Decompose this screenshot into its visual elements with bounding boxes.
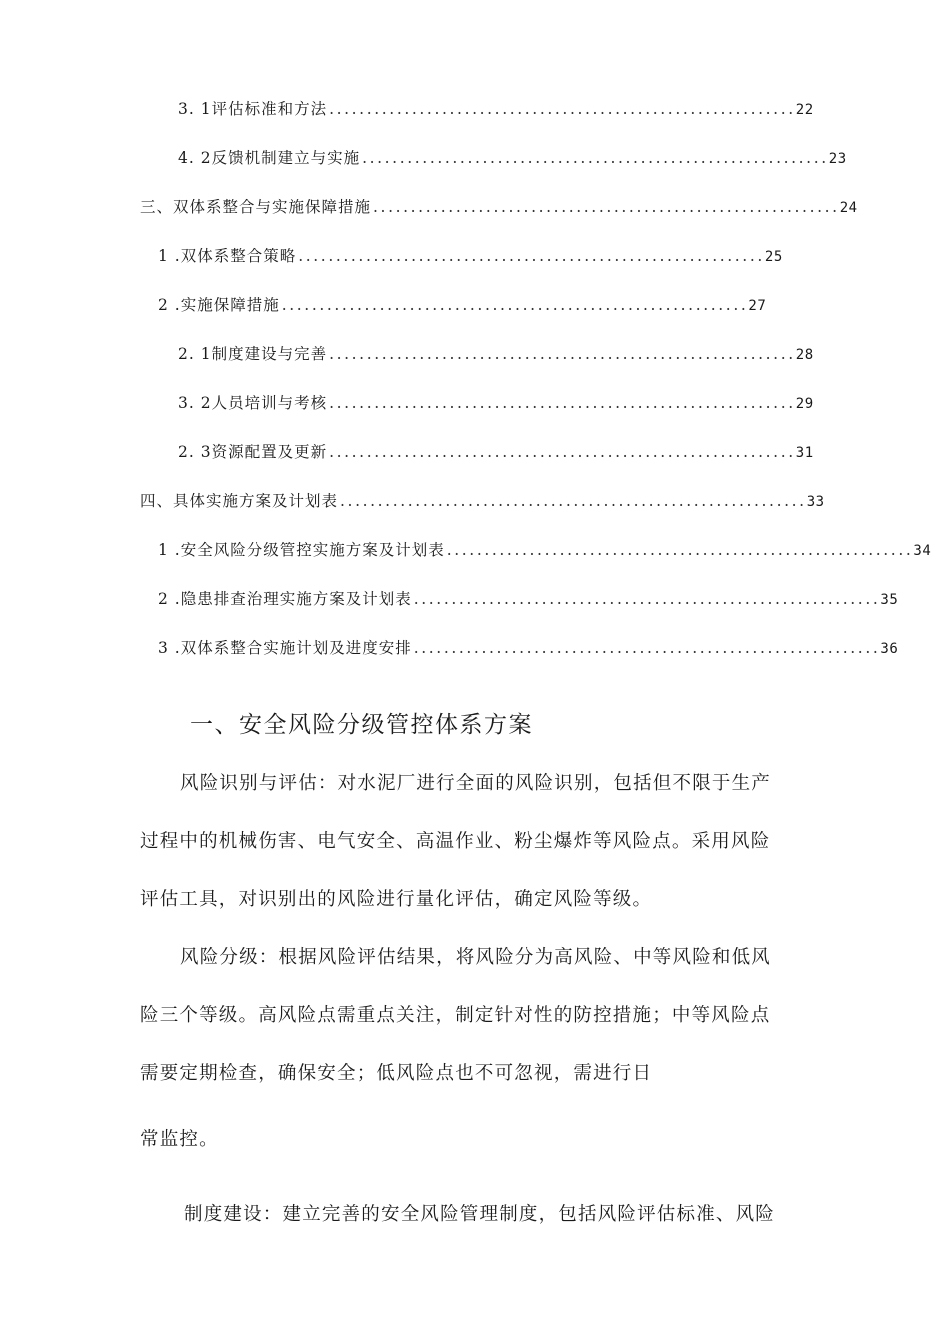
toc-entry-page: 24 <box>839 200 858 216</box>
body-line: 常监控。 <box>140 1129 219 1150</box>
toc-entry-page: 29 <box>795 396 814 412</box>
toc-entry-page: 36 <box>880 641 899 657</box>
toc-entry-page: 28 <box>795 347 814 363</box>
toc-entry[interactable] <box>178 440 814 464</box>
toc-entry-page: 23 <box>828 151 847 167</box>
toc-entry-label: 三、双体系整合与实施保障措施 <box>140 198 372 216</box>
toc-entry-label: 2 .隐患排查治理实施方案及计划表 <box>158 590 412 608</box>
body-line: 风险识别与评估：对水泥厂进行全面的风险识别，包括但不限于生产 <box>180 773 772 794</box>
toc-leader-dots: .............................................................. <box>281 296 749 314</box>
toc-leader-dots: .............................................................. <box>340 492 807 510</box>
toc-entry-label: 3. 2人员培训与考核 <box>178 394 328 412</box>
body-line: 风险分级：根据风险评估结果，将风险分为高风险、中等风险和低风 <box>180 947 772 968</box>
body-line: 过程中的机械伤害、电气安全、高温作业、粉尘爆炸等风险点。采用风险 <box>140 831 771 852</box>
toc-entry[interactable] <box>158 293 767 317</box>
body-line: 评估工具，对识别出的风险进行量化评估，确定风险等级。 <box>140 889 653 910</box>
toc-leader-dots: .............................................................. <box>329 345 796 363</box>
toc-leader-dots: .............................................................. <box>373 198 840 216</box>
toc-entry[interactable] <box>158 587 899 611</box>
toc-entry-label: 4. 2反馈机制建立与实施 <box>178 149 361 167</box>
toc-entry-page: 34 <box>913 543 932 559</box>
toc-entry-page: 22 <box>795 102 814 118</box>
toc-entry[interactable] <box>178 146 847 170</box>
toc-entry-label: 2 .实施保障措施 <box>158 296 280 314</box>
toc-entry-page: 33 <box>806 494 825 510</box>
toc-entry-label: 3. 1评估标准和方法 <box>178 100 328 118</box>
toc-entry-page: 31 <box>795 445 814 461</box>
body-line: 险三个等级。高风险点需重点关注，制定针对性的防控措施；中等风险点 <box>140 1005 771 1026</box>
toc-entry[interactable] <box>158 244 783 268</box>
toc-entry-label: 四、具体实施方案及计划表 <box>140 492 339 510</box>
toc-entry[interactable] <box>178 391 814 415</box>
toc-entry[interactable] <box>158 538 932 562</box>
toc-entry[interactable] <box>178 342 814 366</box>
toc-entry[interactable] <box>140 195 858 219</box>
toc-leader-dots: .............................................................. <box>362 149 829 167</box>
toc-leader-dots: .............................................................. <box>329 394 796 412</box>
toc-entry[interactable] <box>140 489 825 513</box>
toc-leader-dots: .............................................................. <box>413 639 881 657</box>
toc-leader-dots: .............................................................. <box>298 247 765 265</box>
toc-entry-page: 25 <box>764 249 783 265</box>
toc-entry-label: 3 .双体系整合实施计划及进度安排 <box>158 639 412 657</box>
section-title: 一、安全风险分级管控体系方案 <box>190 712 533 738</box>
toc-entry-label: 1 .双体系整合策略 <box>158 247 297 265</box>
toc-leader-dots: .............................................................. <box>446 541 914 559</box>
toc-entry-label: 2. 3资源配置及更新 <box>178 443 328 461</box>
toc-entry-label: 2. 1制度建设与完善 <box>178 345 328 363</box>
toc-entry[interactable] <box>158 636 899 660</box>
body-line: 制度建设：建立完善的安全风险管理制度，包括风险评估标准、风险 <box>184 1204 776 1225</box>
toc-entry[interactable] <box>178 97 814 121</box>
toc-entry-label: 1 .安全风险分级管控实施方案及计划表 <box>158 541 445 559</box>
toc-entry-page: 27 <box>748 298 767 314</box>
toc-leader-dots: .............................................................. <box>329 443 796 461</box>
toc-entry-page: 35 <box>880 592 899 608</box>
body-line: 需要定期检查，确保安全；低风险点也不可忽视，需进行日 <box>140 1063 653 1084</box>
toc-leader-dots: .............................................................. <box>413 590 881 608</box>
toc-leader-dots: .............................................................. <box>329 100 796 118</box>
